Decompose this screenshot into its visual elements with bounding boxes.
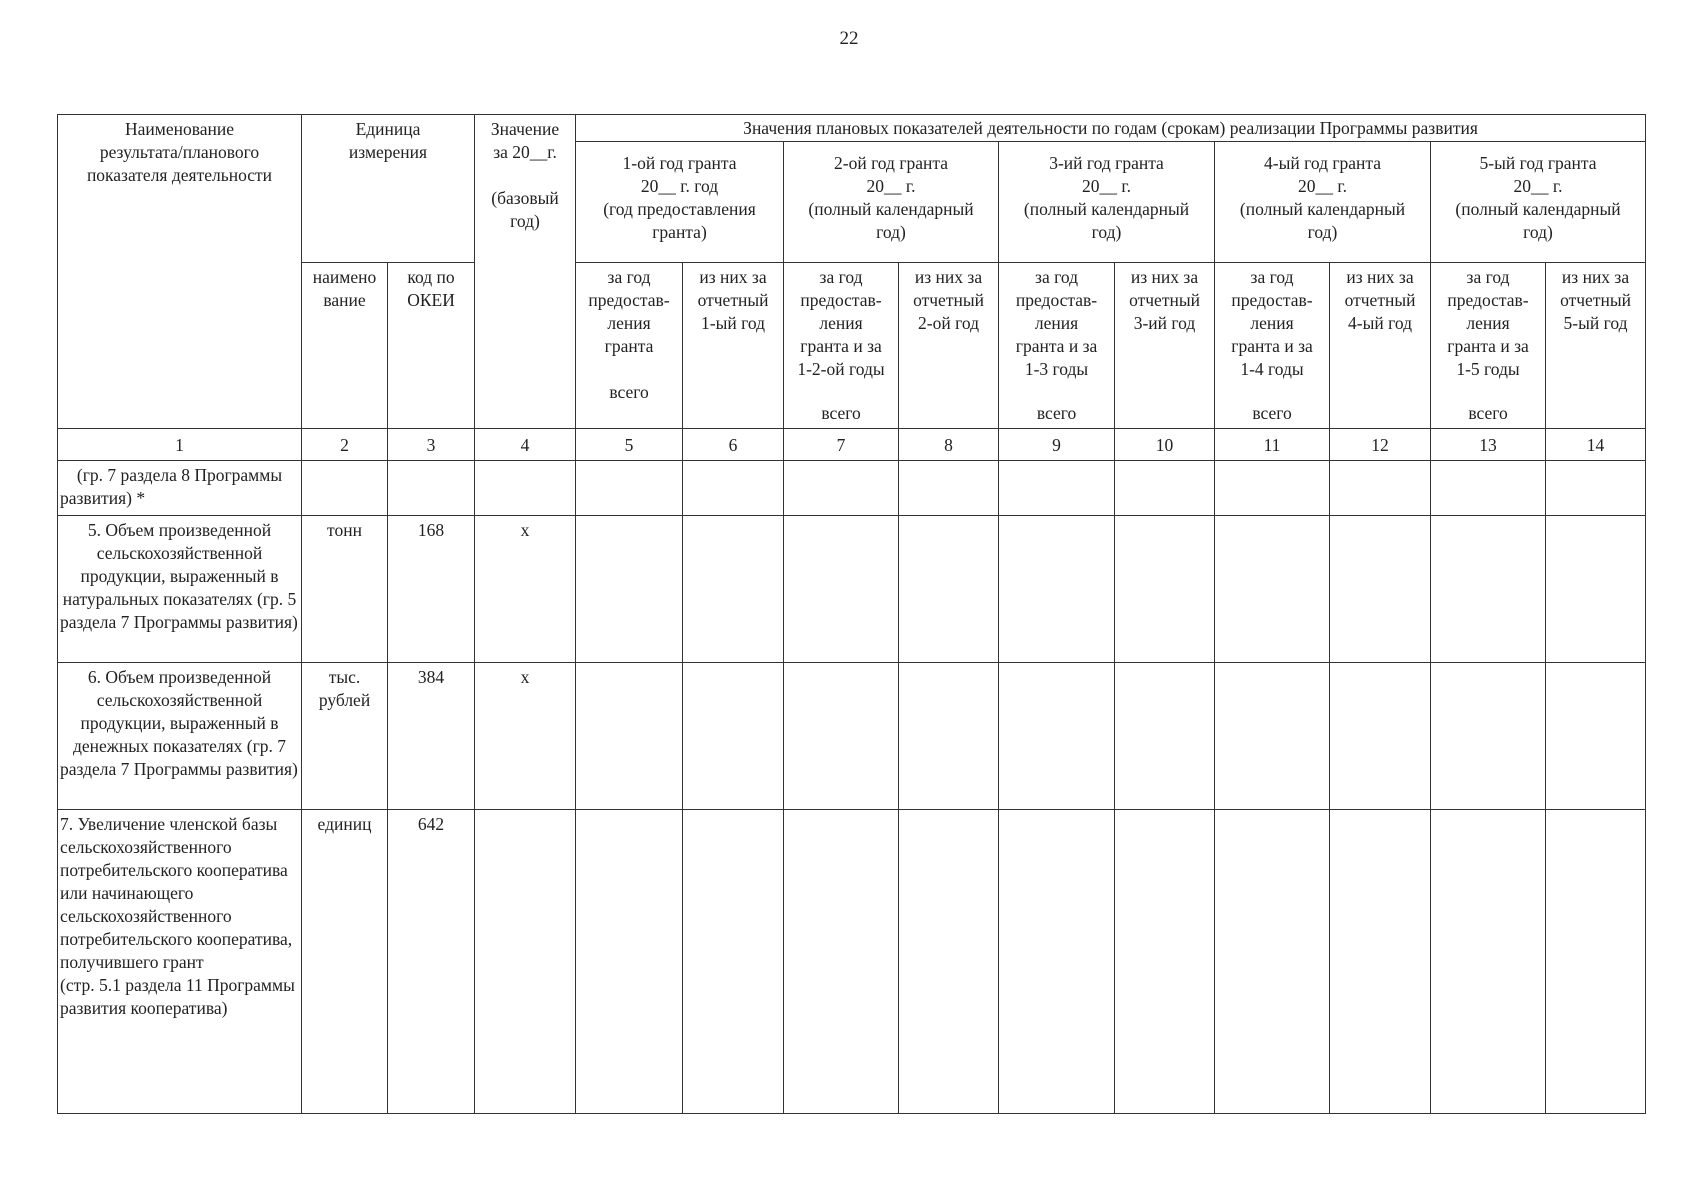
value-cell [1215,516,1330,663]
value-cell [784,516,899,663]
value-cell [1115,810,1215,1114]
indicator-name: 6. Объем произведенной сельскохозяйственной продукции, выраженный в денежных показателях (гр. 7 раздела 7 Программы развития) [58,663,302,810]
column-number: 13 [1431,429,1546,461]
value-cell [999,810,1115,1114]
indicator-name: 7. Увеличение членской базы сельскохозяйственного потребительского кооператива или начинающего сельскохозяйственного потребительского кооператива, получившего грант (стр. 5.1 раздела 11 Программы развития кооператива) [58,810,302,1114]
column-number: 8 [899,429,999,461]
value-cell [576,516,683,663]
header-year-2-total: за год предостав- ления гранта и за 1-2-ой годы всего [784,263,899,429]
unit-name: тонн [302,516,388,663]
value-cell [576,663,683,810]
unit-code: 168 [388,516,475,663]
column-number: 14 [1546,429,1646,461]
header-year-1-total-suffix: всего [609,382,649,402]
header-year-2: 2-ой год гранта 20__ г. (полный календарный год) [784,142,999,263]
value-cell [999,461,1115,516]
header-row-1 [58,115,1646,142]
base-value: х [475,516,576,663]
column-number: 11 [1215,429,1330,461]
header-year-5-of-them: из них за отчетный 5-ый год [1546,263,1646,429]
column-number: 7 [784,429,899,461]
value-cell [784,663,899,810]
value-cell [1215,810,1330,1114]
value-cell [1431,663,1546,810]
unit-name: тыс. рублей [302,663,388,810]
value-cell [1330,461,1431,516]
value-cell [1546,516,1646,663]
value-cell [1546,810,1646,1114]
value-cell [1431,461,1546,516]
unit-name: единиц [302,810,388,1114]
value-cell [1431,516,1546,663]
value-cell [576,461,683,516]
column-number: 2 [302,429,388,461]
value-cell [1546,663,1646,810]
value-cell [683,516,784,663]
value-cell [899,461,999,516]
header-year-3-of-them: из них за отчетный 3-ий год [1115,263,1215,429]
value-cell [999,663,1115,810]
value-cell [683,461,784,516]
value-cell [1431,810,1546,1114]
indicator-name: (гр. 7 раздела 8 Программы развития) * [58,461,302,516]
header-plan-title: Значения плановых показателей деятельности по годам (срокам) реализации Программы развития [576,115,1646,142]
base-value [475,810,576,1114]
header-year-3-total: за год предостав- ления гранта и за 1-3 годы всего [999,263,1115,429]
value-cell [1115,663,1215,810]
base-value: х [475,663,576,810]
header-year-1-of-them: из них за отчетный 1-ый год [683,263,784,429]
column-number: 1 [58,429,302,461]
value-cell [1115,461,1215,516]
value-cell [576,810,683,1114]
header-unit: Единица измерения [302,115,475,263]
indicator-name: 5. Объем произведенной сельскохозяйственной продукции, выраженный в натуральных показателях (гр. 5 раздела 7 Программы развития) [58,516,302,663]
value-cell [1115,516,1215,663]
header-year-2-of-them: из них за отчетный 2-ой год [899,263,999,429]
value-cell [784,810,899,1114]
value-cell [999,516,1115,663]
value-cell [1330,663,1431,810]
header-unit-code: код по ОКЕИ [388,263,475,429]
column-number: 12 [1330,429,1431,461]
table-row [58,516,1646,663]
value-cell [1546,461,1646,516]
column-number: 9 [999,429,1115,461]
header-year-1: 1-ой год гранта 20__ г. год (год предоставления гранта) [576,142,784,263]
value-cell [899,810,999,1114]
value-cell [1330,810,1431,1114]
value-cell [1330,516,1431,663]
column-number: 10 [1115,429,1215,461]
table-row [58,810,1646,1114]
planned-indicators-table [57,114,1646,1114]
value-cell [784,461,899,516]
column-number-row [58,429,1646,461]
column-number: 4 [475,429,576,461]
header-year-5-total: за год предостав- ления гранта и за 1-5 годы всего [1431,263,1546,429]
value-cell [899,663,999,810]
column-number: 3 [388,429,475,461]
header-base-value: Значение за 20__г. (базовый год) [475,115,576,429]
value-cell [899,516,999,663]
header-year-1-total: за год предостав- ления гранта всего [576,263,683,429]
header-year-4-total: за год предостав- ления гранта и за 1-4 годы всего [1215,263,1330,429]
header-year-4: 4-ый год гранта 20__ г. (полный календарный год) [1215,142,1431,263]
unit-code: 384 [388,663,475,810]
header-year-5: 5-ый год гранта 20__ г. (полный календарный год) [1431,142,1646,263]
value-cell [683,810,784,1114]
table-row [58,663,1646,810]
value-cell [1215,663,1330,810]
unit-name [302,461,388,516]
table-row [58,461,1646,516]
value-cell [1215,461,1330,516]
page-number: 22 [839,28,859,49]
header-indicator-name: Наименование результата/планового показателя деятельности [58,115,302,429]
base-value [475,461,576,516]
header-unit-name: наимено вание [302,263,388,429]
header-year-4-of-them: из них за отчетный 4-ый год [1330,263,1431,429]
header-year-3: 3-ий год гранта 20__ г. (полный календарный год) [999,142,1215,263]
column-number: 6 [683,429,784,461]
unit-code [388,461,475,516]
value-cell [683,663,784,810]
column-number: 5 [576,429,683,461]
unit-code: 642 [388,810,475,1114]
